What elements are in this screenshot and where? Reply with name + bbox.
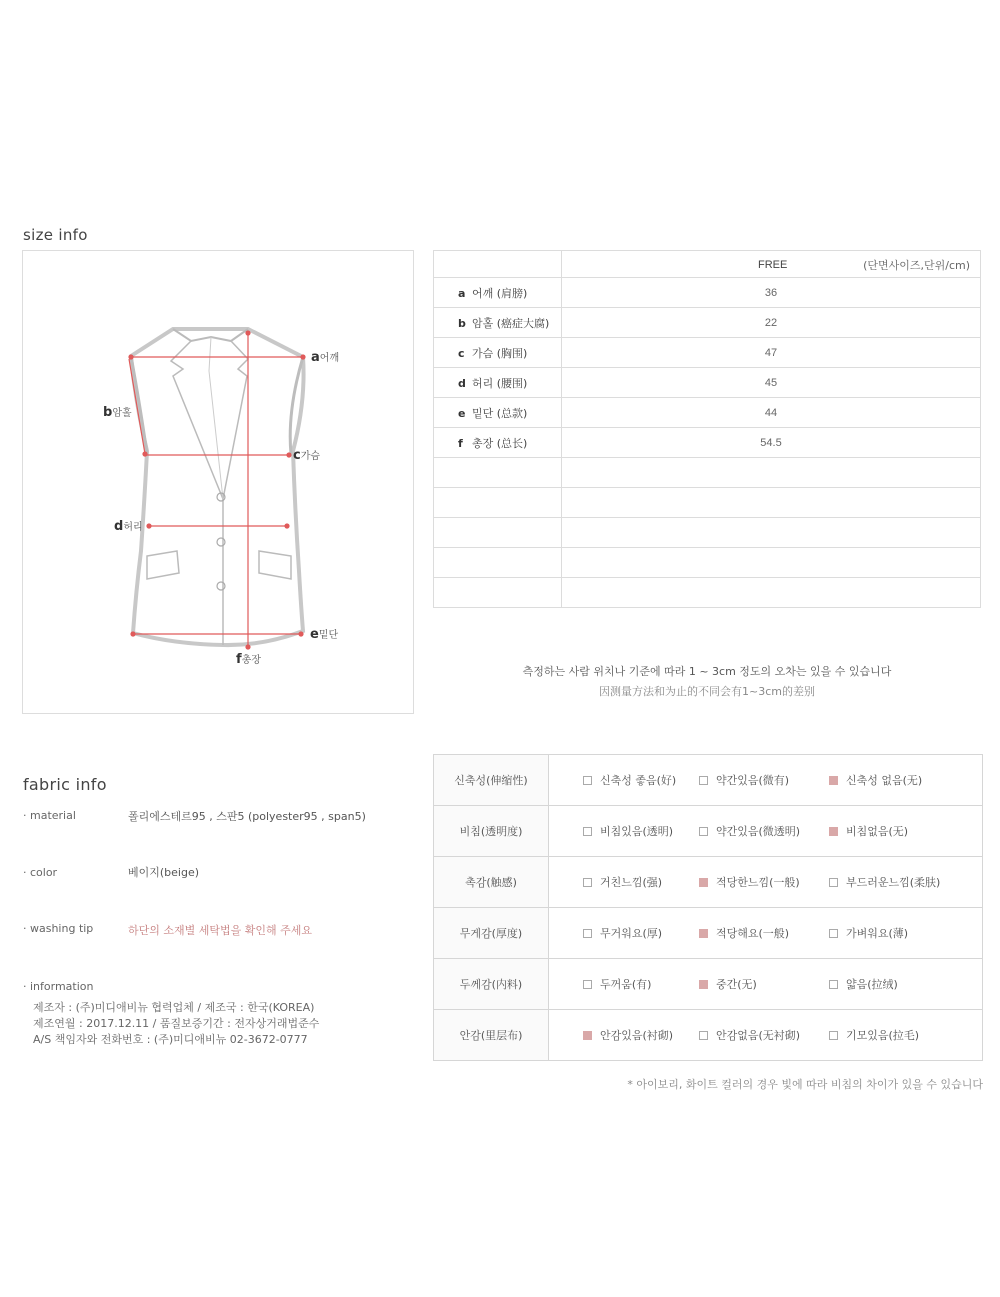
- option-touch-rough[interactable]: 거친느낌(强): [583, 874, 662, 890]
- table-row-empty: [434, 548, 981, 578]
- diagram-label-d: d허리: [114, 519, 143, 534]
- option-weight-light[interactable]: 가벼워요(薄): [829, 925, 908, 941]
- diagram-label-f: f총장: [236, 652, 261, 667]
- table-row: d 허리 (腰围) 45: [434, 368, 981, 398]
- color-value: 베이지(beige): [128, 866, 200, 879]
- washing-tip-value: 하단의 소재별 세탁법을 확인해 주세요: [128, 924, 313, 937]
- checkbox-icon[interactable]: [583, 878, 592, 887]
- color-label: · color: [23, 866, 58, 879]
- option-sheer-none[interactable]: 비침없음(无): [829, 823, 908, 839]
- table-row-empty: [434, 518, 981, 548]
- information-label: · information: [23, 980, 94, 993]
- checkbox-checked-icon[interactable]: [583, 1031, 592, 1040]
- table-row: 신축성(伸缩性) 신축성 좋음(好) 약간있음(微有) 신축성 없음(无): [434, 755, 983, 806]
- table-row: 안감(里层布) 안감있음(衬砌) 안감없음(无衬砌) 기모있음(拉毛): [434, 1010, 983, 1061]
- garment-diagram-box: [22, 250, 414, 714]
- diagram-label-c: c가슴: [293, 448, 321, 463]
- fabric-note: * 아이보리, 화이트 컬러의 경우 빛에 따라 비침의 차이가 있을 수 있습니다: [627, 1078, 983, 1091]
- checkbox-icon[interactable]: [829, 980, 838, 989]
- option-lining-yes[interactable]: 안감있음(衬砌): [583, 1027, 673, 1043]
- size-table: [433, 250, 981, 608]
- info-line: 제조연월 : 2017.12.11 / 품질보증기간 : 전자상거래법준수: [33, 1017, 320, 1030]
- option-weight-normal[interactable]: 적당해요(一般): [699, 925, 789, 941]
- table-row: 촉감(触感) 거친느낌(强) 적당한느낌(一般) 부드러운느낌(柔肤): [434, 857, 983, 908]
- option-lining-brushed[interactable]: 기모있음(拉毛): [829, 1027, 919, 1043]
- checkbox-icon[interactable]: [583, 827, 592, 836]
- vest-outline: [131, 329, 304, 645]
- size-info-title: size info: [23, 226, 88, 244]
- washing-tip-label: · washing tip: [23, 922, 94, 935]
- checkbox-checked-icon[interactable]: [699, 878, 708, 887]
- diagram-label-a: a어깨: [311, 350, 340, 365]
- info-line: A/S 책임자와 전화번호 : (주)미디애비뉴 02-3672-0777: [33, 1033, 308, 1046]
- option-weight-heavy[interactable]: 무거워요(厚): [583, 925, 662, 941]
- checkbox-icon[interactable]: [583, 980, 592, 989]
- checkbox-checked-icon[interactable]: [699, 980, 708, 989]
- table-row: a 어깨 (肩膀) 36: [434, 278, 981, 308]
- checkbox-checked-icon[interactable]: [829, 827, 838, 836]
- option-thickness-thick[interactable]: 두꺼움(有): [583, 976, 651, 992]
- fabric-property-table: [433, 754, 983, 1061]
- checkbox-icon[interactable]: [829, 1031, 838, 1040]
- table-row: c 가슴 (胸围) 47: [434, 338, 981, 368]
- table-row-empty: [434, 578, 981, 608]
- fabric-info-title: fabric info: [23, 775, 107, 794]
- info-line: 제조자 : (주)미디애비뉴 협력업체 / 제조국 : 한국(KOREA): [33, 1001, 315, 1014]
- size-header-free: FREE: [758, 259, 788, 271]
- option-thickness-thin[interactable]: 얇음(拉绒): [829, 976, 898, 992]
- size-table-header-row: [434, 251, 981, 278]
- option-lining-no[interactable]: 안감없음(无衬砌): [699, 1027, 800, 1043]
- option-sheer-some[interactable]: 약간있음(微透明): [699, 823, 800, 839]
- checkbox-checked-icon[interactable]: [699, 929, 708, 938]
- diagram-label-e: e밑단: [310, 627, 339, 642]
- option-stretch-none[interactable]: 신축성 없음(无): [829, 772, 922, 788]
- option-sheer-yes[interactable]: 비침있음(透明): [583, 823, 673, 839]
- checkbox-icon[interactable]: [699, 776, 708, 785]
- table-row: e 밑단 (总款) 44: [434, 398, 981, 428]
- vest-diagram: [23, 251, 415, 715]
- measurement-note-ko: 측정하는 사람 위치나 기준에 따라 1 ~ 3cm 정도의 오차는 있을 수 있습니다: [522, 665, 892, 678]
- table-row: 무게감(厚度) 무거워요(厚) 적당해요(一般) 가벼워요(薄): [434, 908, 983, 959]
- checkbox-icon[interactable]: [699, 827, 708, 836]
- checkbox-icon[interactable]: [829, 878, 838, 887]
- unit-label: (단면사이즈,단위/cm): [863, 259, 970, 272]
- checkbox-icon[interactable]: [583, 776, 592, 785]
- table-row-empty: [434, 488, 981, 518]
- table-row: 두께감(内料) 두꺼움(有) 중간(无) 얇음(拉绒): [434, 959, 983, 1010]
- table-row: f 총장 (总长) 54.5: [434, 428, 981, 458]
- option-stretch-some[interactable]: 약간있음(微有): [699, 772, 789, 788]
- table-row-empty: [434, 458, 981, 488]
- checkbox-icon[interactable]: [829, 929, 838, 938]
- measurement-note-cn: 因测量方法和为止的不同会有1~3cm的差别: [599, 685, 815, 698]
- checkbox-checked-icon[interactable]: [829, 776, 838, 785]
- checkbox-icon[interactable]: [583, 929, 592, 938]
- table-row: 비침(透明度) 비침있음(透明) 약간있음(微透明) 비침없음(无): [434, 806, 983, 857]
- option-thickness-medium[interactable]: 중간(无): [699, 976, 757, 992]
- checkbox-icon[interactable]: [699, 1031, 708, 1040]
- diagram-label-b: b암홀: [103, 405, 132, 420]
- information-block: [33, 1000, 319, 1048]
- material-value: 폴리에스테르95 , 스판5 (polyester95 , span5): [128, 810, 366, 823]
- table-row: b 암홀 (癌症大腐) 22: [434, 308, 981, 338]
- option-touch-normal[interactable]: 적당한느낌(一般): [699, 874, 800, 890]
- material-label: · material: [23, 809, 76, 822]
- option-stretch-good[interactable]: 신축성 좋음(好): [583, 772, 676, 788]
- option-touch-soft[interactable]: 부드러운느낌(柔肤): [829, 874, 940, 890]
